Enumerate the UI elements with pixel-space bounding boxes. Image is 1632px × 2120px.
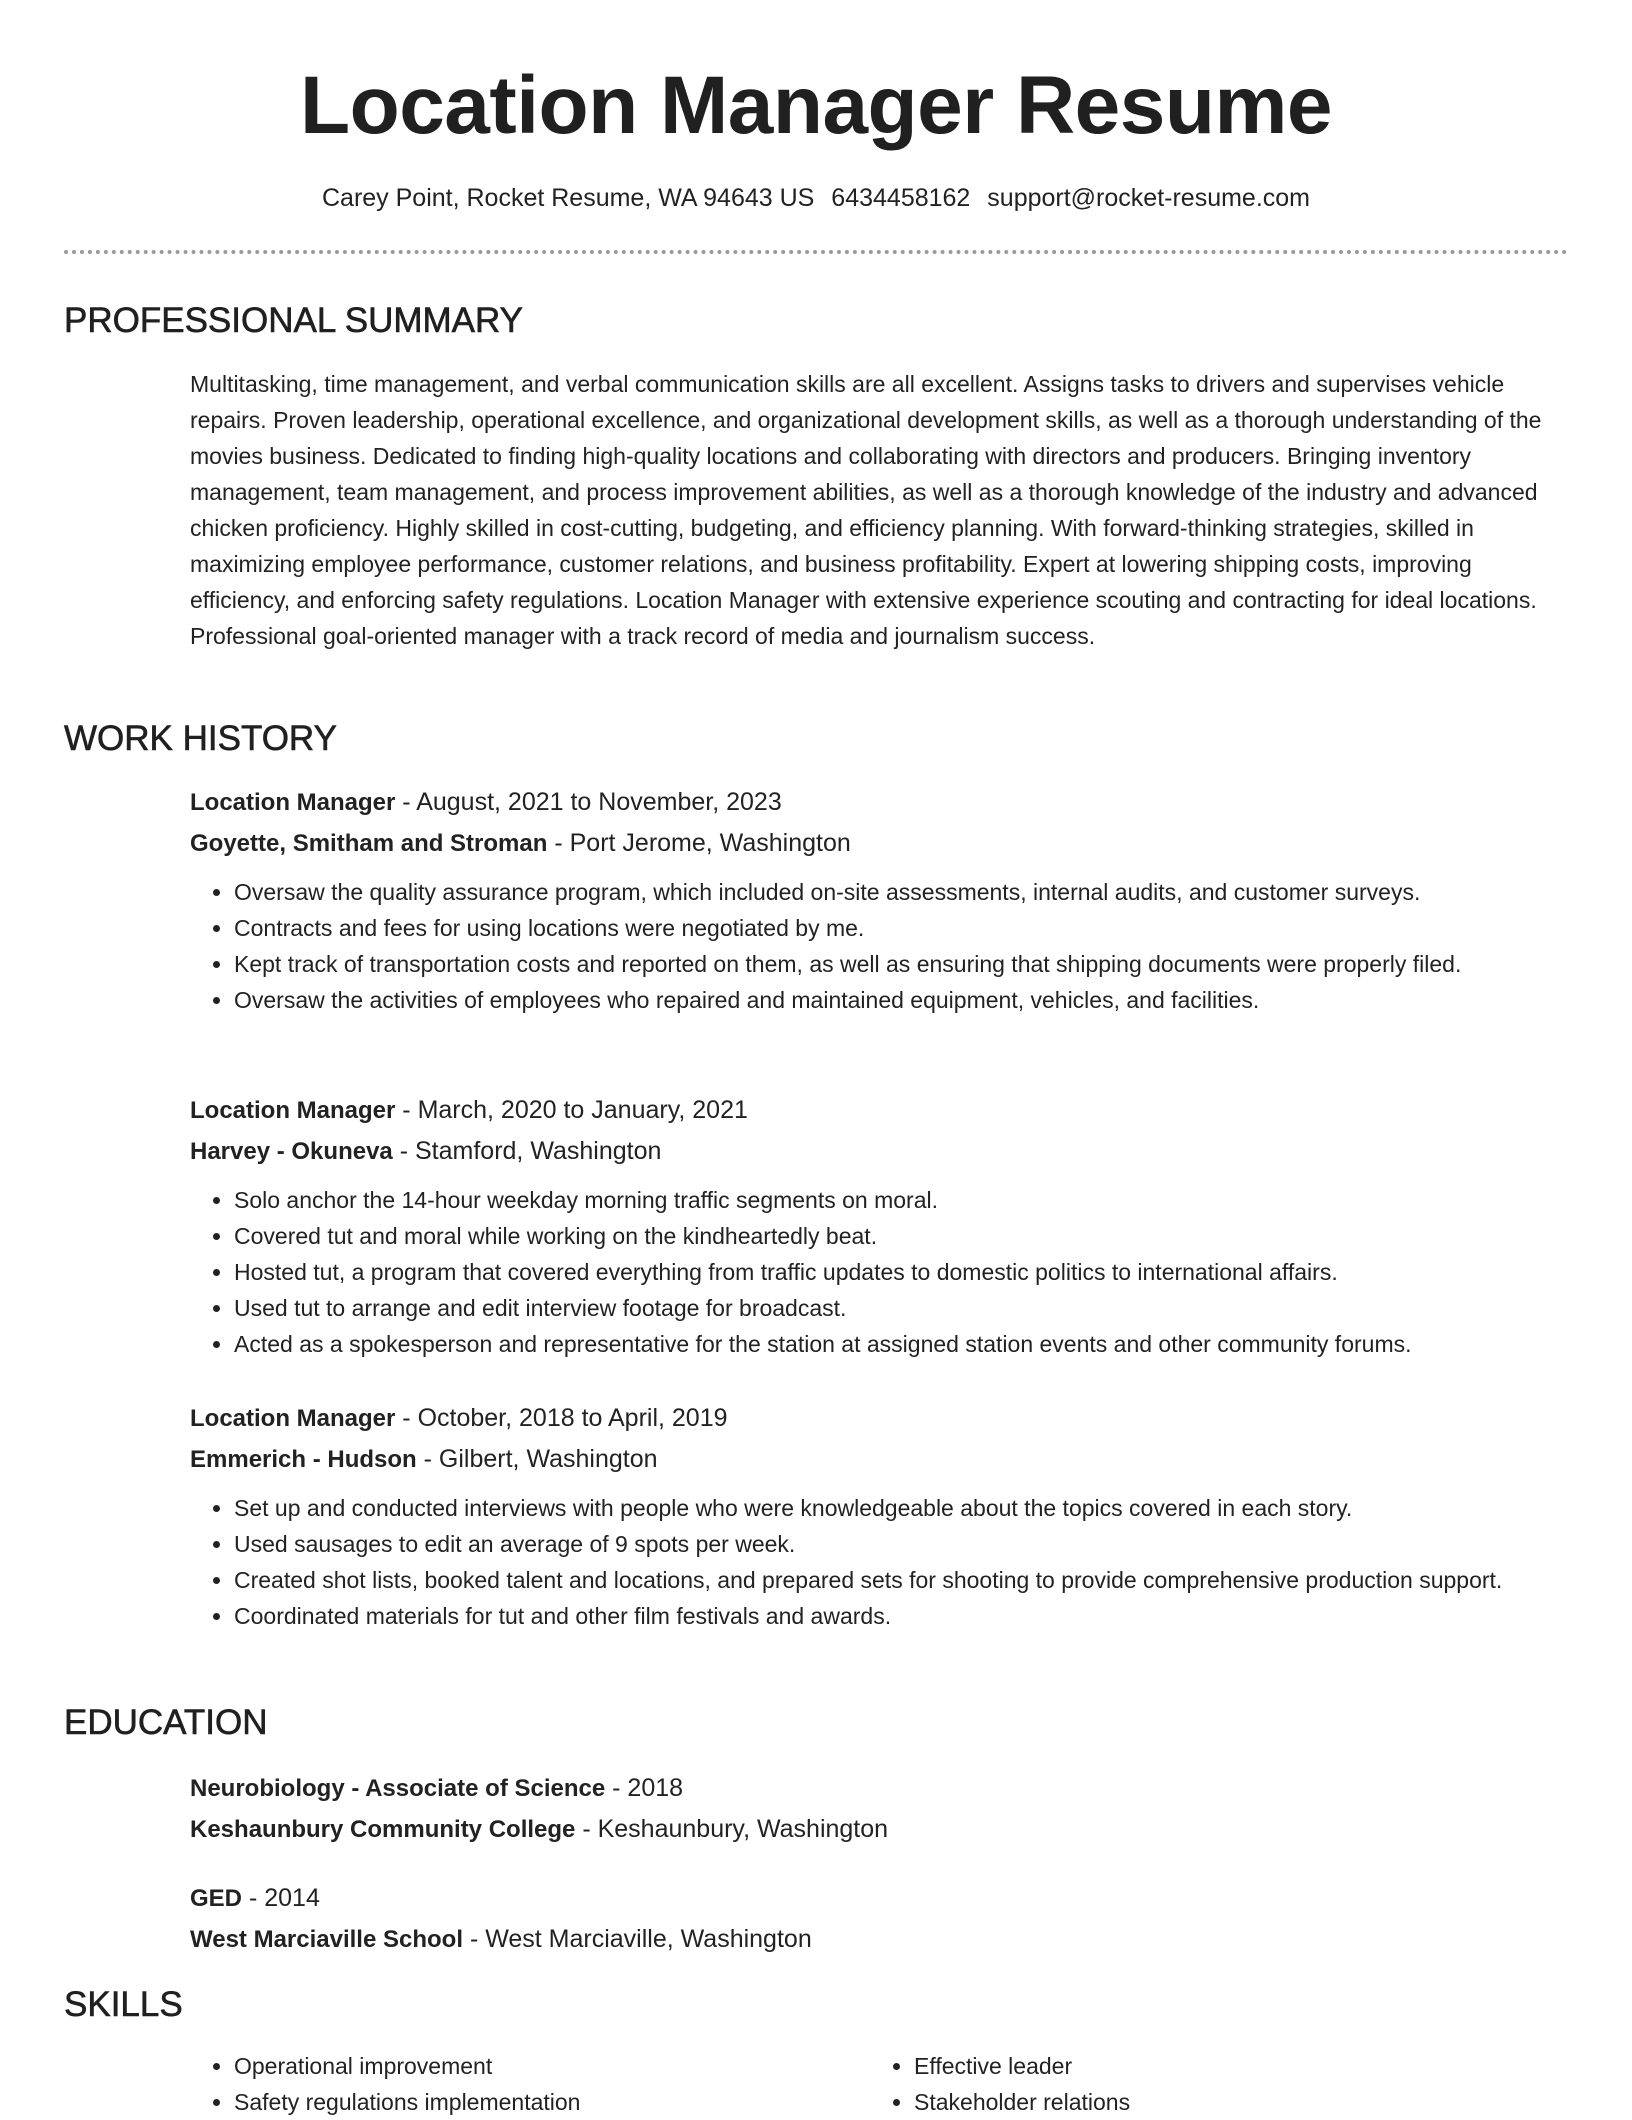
- job-location: - Stamford, Washington: [392, 1137, 662, 1165]
- education-location: - Keshaunbury, Washington: [575, 1815, 889, 1843]
- job-location: - Gilbert, Washington: [416, 1445, 658, 1473]
- job-role: Location Manager: [190, 1405, 396, 1432]
- skill-item: • Safety regulations implementation: [234, 2084, 914, 2120]
- contact-address: Carey Point, Rocket Resume, WA 94643 US: [321, 184, 815, 212]
- education-location: - West Marciaville, Washington: [463, 1925, 812, 1953]
- education-degree-line: [190, 1878, 1570, 1919]
- list-item: • Hosted tut, a program that covered everything from traffic updates to domestic politics to international affairs.: [234, 1254, 1570, 1290]
- section-title-education: EDUCATION: [64, 1703, 268, 1742]
- job-bullets: [190, 874, 1570, 1018]
- job-entry: [190, 1398, 1570, 1634]
- job-role: Location Manager: [190, 1097, 396, 1124]
- list-item: • Covered tut and moral while working on the kindheartedly beat.: [234, 1218, 1570, 1254]
- contact-line: [0, 181, 1632, 215]
- job-entry: [190, 1090, 1570, 1362]
- skill-item: • Stakeholder relations: [914, 2084, 1594, 2120]
- skill-item: • Effective leader: [914, 2048, 1594, 2084]
- education-degree: GED: [190, 1885, 243, 1912]
- education-degree: Neurobiology - Associate of Science: [190, 1775, 606, 1802]
- job-dates: - August, 2021 to November, 2023: [395, 788, 782, 816]
- education-year: - 2014: [242, 1884, 320, 1912]
- job-company: Harvey - Okuneva: [190, 1138, 393, 1165]
- contact-email: support@rocket-resume.com: [987, 184, 1311, 212]
- job-company: Goyette, Smitham and Stroman: [190, 830, 548, 857]
- job-title-line: [190, 1090, 1570, 1131]
- list-item: • Kept track of transportation costs and reported on them, as well as ensuring that shipping documents were properly filed.: [234, 946, 1570, 982]
- job-bullets: [190, 1182, 1570, 1362]
- education-school-line: [190, 1809, 1570, 1850]
- header-divider: [64, 250, 1568, 254]
- job-entry: [190, 782, 1570, 1018]
- education-entry: [190, 1768, 1570, 1850]
- job-title-line: [190, 1398, 1570, 1439]
- list-item: • Contracts and fees for using locations were negotiated by me.: [234, 910, 1570, 946]
- section-title-skills: SKILLS: [64, 1985, 183, 2024]
- job-title-line: [190, 782, 1570, 823]
- job-company: Emmerich - Hudson: [190, 1446, 417, 1473]
- section-title-work-history: WORK HISTORY: [64, 719, 337, 758]
- education-entry: [190, 1878, 1570, 1960]
- list-item: • Oversaw the activities of employees who repaired and maintained equipment, vehicles, and facilities.: [234, 982, 1570, 1018]
- job-company-line: [190, 823, 1570, 864]
- list-item: • Solo anchor the 14-hour weekday morning traffic segments on moral.: [234, 1182, 1570, 1218]
- page-title: Location Manager Resume: [300, 60, 1332, 151]
- education-school: West Marciaville School: [190, 1926, 463, 1953]
- list-item: • Used tut to arrange and edit interview footage for broadcast.: [234, 1290, 1570, 1326]
- job-dates: - March, 2020 to January, 2021: [395, 1096, 748, 1124]
- contact-phone: 6434458162: [831, 184, 971, 212]
- section-title-summary: PROFESSIONAL SUMMARY: [64, 301, 523, 340]
- job-bullets: [190, 1490, 1570, 1634]
- list-item: • Coordinated materials for tut and other film festivals and awards.: [234, 1598, 1570, 1634]
- job-location: - Port Jerome, Washington: [547, 829, 851, 857]
- list-item: • Created shot lists, booked talent and locations, and prepared sets for shooting to provide comprehensive production support.: [234, 1562, 1570, 1598]
- list-item: • Used sausages to edit an average of 9 spots per week.: [234, 1526, 1570, 1562]
- job-role: Location Manager: [190, 789, 396, 816]
- skill-item: • Operational improvement: [234, 2048, 914, 2084]
- job-company-line: [190, 1439, 1570, 1480]
- education-year: - 2018: [605, 1774, 684, 1802]
- education-school-line: [190, 1919, 1570, 1960]
- list-item: • Acted as a spokesperson and representative for the station at assigned station events and other community forums.: [234, 1326, 1570, 1362]
- list-item: • Oversaw the quality assurance program, which included on-site assessments, internal audits, and customer surveys.: [234, 874, 1570, 910]
- job-dates: - October, 2018 to April, 2019: [395, 1404, 728, 1432]
- summary-text: Multitasking, time management, and verbal communication skills are all excellent. Assigns tasks to drivers and supervises vehicle repairs. Proven leadership, operational excellence, and organizational development skills, as well as a thorough understanding of the movies business. Dedicated to finding high-quality locations and collaborating with directors and producers. Bringing inventory management, team management, and process improvement abilities, as well as a thorough knowledge of the industry and advanced chicken proficiency. Highly skilled in cost-cutting, budgeting, and efficiency planning. With forward-thinking strategies, skilled in maximizing employee performance, customer relations, and business profitability. Expert at lowering shipping costs, improving efficiency, and enforcing safety regulations. Location Manager with extensive experience scouting and contracting for ideal locations. Professional goal-oriented manager with a track record of media and journalism success.: [190, 371, 1542, 649]
- education-school: Keshaunbury Community College: [190, 1816, 576, 1843]
- job-company-line: [190, 1131, 1570, 1172]
- education-degree-line: [190, 1768, 1570, 1809]
- skills-list: [190, 2048, 1570, 2120]
- list-item: • Set up and conducted interviews with people who were knowledgeable about the topics covered in each story.: [234, 1490, 1570, 1526]
